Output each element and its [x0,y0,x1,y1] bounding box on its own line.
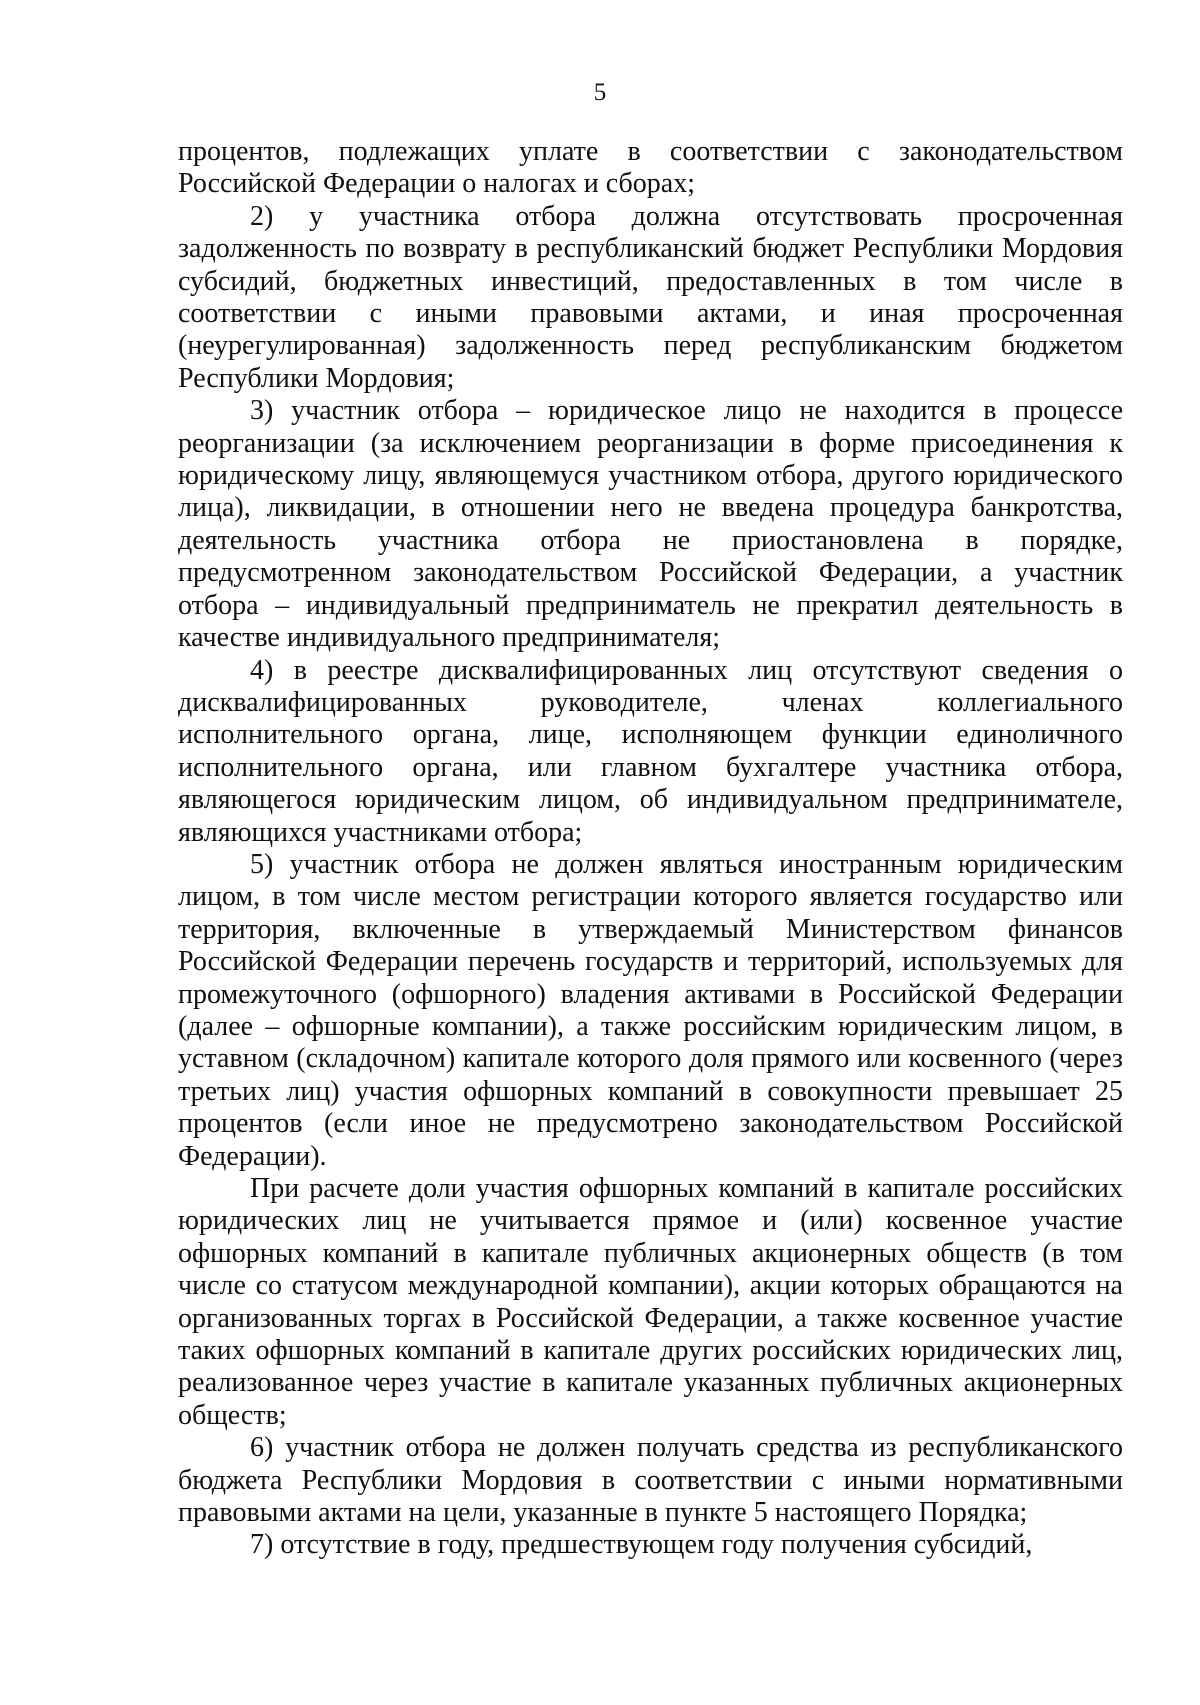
paragraph-item-2: 2) у участника отбора должна отсутствовать просроченная задолженность по возврату в республиканский бюджет Республики Мордовия субсидий, бюджетных инвестиций, предоставленных в том числе в соответствии с иными правовыми актами, и иная просроченная (неурегулированная) задолженность перед республиканским бюджетом Республики Мордовия; [178,200,1123,394]
paragraph-item-6: 6) участник отбора не должен получать средства из республиканского бюджета Республики Мордовия в соответствии с иными нормативными правовыми актами на цели, указанные в пункте 5 настоящего Порядка; [178,1432,1123,1529]
paragraph-item-4: 4) в реестре дисквалифицированных лиц отсутствуют сведения о дисквалифицированных руководителе, членах коллегиального исполнительного органа, лице, исполняющем функции единоличного исполнительного органа, или главном бухгалтере участника отбора, являющегося юридическим лицом, об индивидуальном предпринимателе, являющихся участниками отбора; [178,654,1123,848]
document-body [178,136,1123,1562]
paragraph-item-3: 3) участник отбора – юридическое лицо не находится в процессе реорганизации (за исключением реорганизации в форме присоединения к юридическому лицу, являющемуся участником отбора, другого юридического лица), ликвидации, в отношении него не введена процедура банкротства, деятельность участника отбора не приостановлена в порядке, предусмотренном законодательством Российской Федерации, а участник отбора – индивидуальный предприниматель не прекратил деятельность в качестве индивидуального предпринимателя; [178,395,1123,654]
paragraph-item-7: 7) отсутствие в году, предшествующем году получения субсидий, [250,1529,1033,1561]
paragraph-item-5: 5) участник отбора не должен являться иностранным юридическим лицом, в том числе местом регистрации которого является государство или территория, включенные в утверждаемый Министерством финансов Российской Федерации перечень государств и территорий, используемых для промежуточного (офшорного) владения активами в Российской Федерации (далее – офшорные компании), а также российским юридическим лицом, в уставном (складочном) капитале которого доля прямого или косвенного (через третьих лиц) участия офшорных компаний в совокупности превышает 25 процентов (если иное не предусмотрено законодательством Российской Федерации). [178,848,1123,1172]
paragraph-continuation: процентов, подлежащих уплате в соответствии с законодательством Российской Федерации о налогах и сборах; [178,136,1123,200]
page-number: 5 [593,79,607,106]
paragraph-offshore-calculation: При расчете доли участия офшорных компаний в капитале российских юридических лиц не учитывается прямое и (или) косвенное участие офшорных компаний в капитале публичных акционерных обществ (в том числе со статусом международной компании), акции которых обращаются на организованных торгах в Российской Федерации, а также косвенное участие таких офшорных компаний в капитале других российских юридических лиц, реализованное через участие в капитале указанных публичных акционерных обществ; [178,1173,1123,1431]
